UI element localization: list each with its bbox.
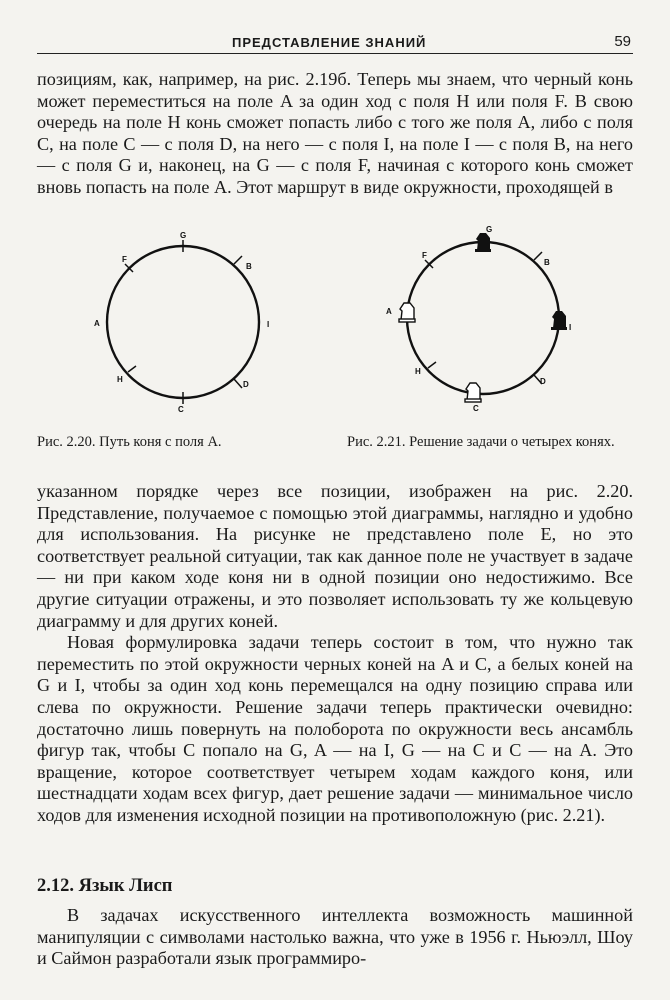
figure-1-label-h: H [117, 375, 123, 384]
figure-2-label-f: F [422, 251, 427, 260]
figure-1-caption: Рис. 2.20. Путь коня с поля A. [37, 434, 222, 450]
figure-2-caption: Рис. 2.21. Решение задачи о четырех конях. [347, 434, 615, 450]
page-header [37, 33, 633, 54]
figure-1-label-g: G [180, 231, 187, 240]
black-knight-i [551, 311, 567, 330]
figure-2-label-b: B [544, 258, 550, 267]
section-heading: 2.12. Язык Лисп [37, 876, 173, 896]
white-knight-a [399, 303, 415, 322]
paragraph-1-text: позициям, как, например, на рис. 2.19б. Теперь мы знаем, что черный конь может переместиться на поле A за один ход с поля H или поля F. В свою очередь на поле H конь сможет попасть либо с того же поля A, либо с поля C, на поле C — с поля D, на него — с поля I, на поле I — с поля B, на него — с поля G и, наконец, на G — с поля F, начиная с которого конь сможет вновь попасть на поле A. Этот маршрут в виде окружности, проходящей в [37, 69, 633, 197]
page-number: 59 [614, 33, 631, 50]
figure-1-label-b: B [246, 262, 252, 271]
figure-1-label-f: F [122, 255, 127, 264]
figure-1-label-i: I [267, 320, 270, 329]
paragraph-2 [37, 481, 633, 827]
running-title: ПРЕДСТАВЛЕНИЕ ЗНАНИЙ [232, 35, 427, 50]
figure-2-label-i: I [569, 323, 572, 332]
figure-four-knights [380, 222, 580, 422]
figure-2-label-c: C [473, 404, 479, 413]
paragraph-1 [37, 69, 633, 199]
figure-1-label-a: A [94, 319, 100, 328]
paragraph-2-text: указанном порядке через все позиции, изображен на рис. 2.20. Представление, получаемое с помощью этой диаграммы, наглядно и удобно для использования. На рисунке не представлено поле E, но это соответствует реальной ситуации, так как данное поле не участвует в задаче — ни при каком ходе коня ни в одной позиции оно недостижимо. Все другие ситуации отражены, и это позволяет использовать ту же кольцевую диаграмму и для других коней. [37, 481, 633, 631]
figure-1-label-c: C [178, 405, 184, 414]
white-knight-c [465, 383, 481, 402]
paragraph-3-text: Новая формулировка задачи теперь состоит в том, что нужно так переместить по этой окружности черных коней на A и C, а белых коней на G и I, чтобы за один ход конь перемещался на одну позицию справа или слева по окружности. Решение задачи теперь практически очевидно: достаточно лишь повернуть на полоборота по окружности весь ансамбль фигур так, чтобы C попало на G, A — на I, G — на C и C — на A. Это вращение, которое соответствует четырем ходам каждого коня, или шестнадцати ходам всех фигур, дает решение задачи — минимальное число ходов для изменения исходной позиции на противоположную (рис. 2.21). [37, 632, 633, 825]
figure-2-label-a: A [386, 307, 392, 316]
figure-knight-path [80, 226, 280, 426]
figure-2-label-h: H [415, 367, 421, 376]
figure-2-label-g: G [486, 225, 493, 234]
figure-1-label-d: D [243, 380, 249, 389]
figure-2-label-d: D [540, 377, 546, 386]
paragraph-4-text: В задачах искусственного интеллекта возможность машинной манипуляции с символами настолько важна, что уже в 1956 г. Ньюэлл, Шоу и Саймон разработали язык программиро- [37, 905, 633, 969]
paragraph-4 [37, 905, 633, 970]
